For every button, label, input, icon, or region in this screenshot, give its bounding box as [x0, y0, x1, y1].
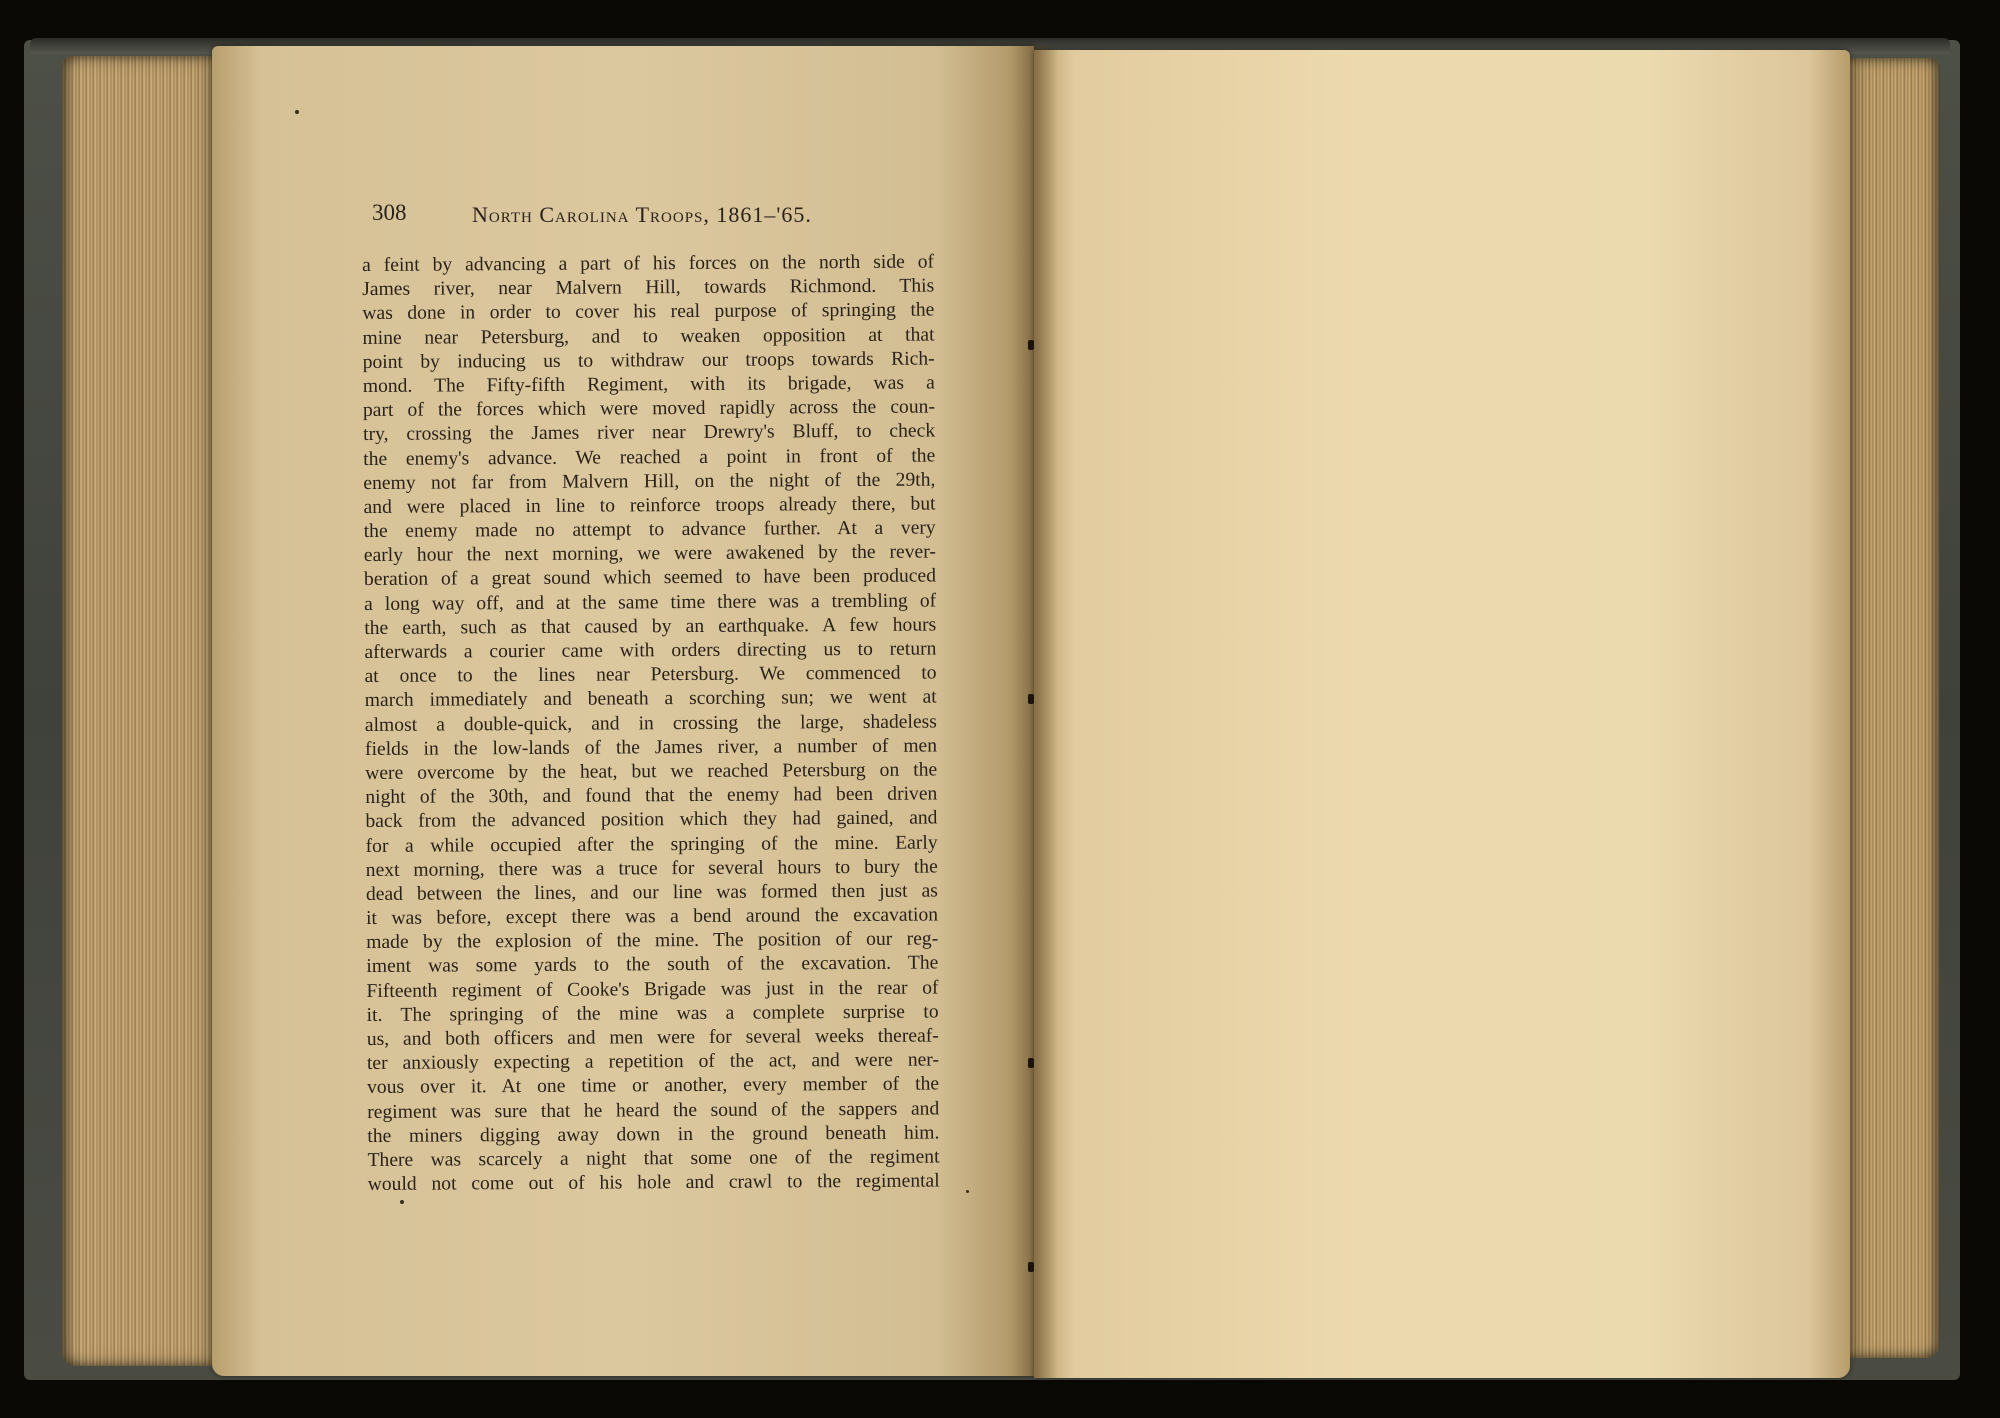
- text-line: the enemy's advance. We reached a point in front of the: [363, 445, 936, 470]
- text-line: it. The springing of the mine was a complete surprise to: [366, 1001, 939, 1026]
- text-line: a feint by advancing a part of his forces on the north side of: [362, 251, 935, 276]
- binding-stitch: [1028, 694, 1034, 704]
- text-line: a long way off, and at the same time there was a trembling of: [364, 590, 937, 615]
- text-line: point by inducing us to withdraw our troops towards Rich-: [362, 348, 935, 373]
- text-line: at once to the lines near Petersburg. We commenced to: [364, 662, 937, 688]
- text-line: was done in order to cover his real purpose of springing the: [362, 299, 935, 325]
- text-line: the earth, such as that caused by an earthquake. A few hours: [364, 614, 937, 639]
- text-line: James river, near Malvern Hill, towards Richmond. This: [362, 275, 935, 301]
- binding-stitch: [1028, 1058, 1034, 1068]
- paper-speck: [400, 1200, 404, 1204]
- page-number: 308: [372, 200, 407, 225]
- text-line: regiment was sure that he heard the sound of the sappers and: [367, 1098, 940, 1123]
- text-line: afterwards a courier came with orders directing us to return: [364, 638, 937, 663]
- book-gutter: [1010, 46, 1058, 1378]
- paper-speck: [966, 1190, 969, 1193]
- right-page-blank: [1034, 50, 1850, 1378]
- page-body-text: [362, 251, 940, 1198]
- text-line: next morning, there was a truce for several hours to bury the: [365, 856, 938, 881]
- text-line: mine near Petersburg, and to weaken opposition at that: [362, 324, 935, 349]
- text-line: fields in the low-lands of the James river, a number of men: [364, 735, 938, 760]
- binding-stitch: [1028, 340, 1034, 350]
- text-line: beration of a great sound which seemed to have been produced: [363, 565, 937, 591]
- page-header: [372, 200, 932, 230]
- text-line: try, crossing the James river near Drewry's Bluff, to check: [363, 420, 936, 446]
- text-line: ter anxiously expecting a repetition of the act, and were ner-: [366, 1049, 939, 1075]
- text-line: vous over it. At one time or another, every member of the: [367, 1073, 940, 1099]
- text-line: us, and both officers and men were for several weeks thereaf-: [366, 1025, 939, 1050]
- text-line: mond. The Fifty-fifth Regiment, with its brigade, was a: [362, 372, 935, 397]
- right-page-stack: [1845, 58, 1940, 1358]
- text-line: the enemy made no attempt to advance further. At a very: [363, 517, 936, 543]
- text-line: the miners digging away down in the ground beneath him.: [367, 1122, 940, 1147]
- text-line: march immediately and beneath a scorching sun; we went at: [364, 686, 937, 712]
- binding-stitch: [1028, 1262, 1034, 1272]
- text-line: were overcome by the heat, but we reached Petersburg on the: [365, 759, 938, 784]
- text-line: almost a double-quick, and in crossing the large, shadeless: [364, 711, 937, 736]
- text-line: part of the forces which were moved rapidly across the coun-: [362, 396, 936, 422]
- text-line: and were placed in line to reinforce troops already there, but: [363, 493, 936, 518]
- text-line: back from the advanced position which they had gained, and: [365, 807, 938, 833]
- text-line: it was before, except there was a bend around the excavation: [365, 904, 939, 930]
- running-head: North Carolina Troops, 1861–'65.: [472, 202, 812, 227]
- left-page-stack: [62, 56, 222, 1366]
- text-line: iment was some yards to the south of the excavation. The: [366, 952, 939, 978]
- text-line: would not come out of his hole and crawl to the regimental: [367, 1170, 940, 1196]
- text-line: night of the 30th, and found that the enemy had been driven: [365, 783, 938, 809]
- text-line: enemy not far from Malvern Hill, on the night of the 29th,: [363, 469, 936, 494]
- text-line: early hour the next morning, we were awakened by the rever-: [363, 541, 936, 567]
- paper-speck: [295, 110, 299, 114]
- text-line: made by the explosion of the mine. The position of our reg-: [366, 928, 939, 954]
- text-line: Fifteenth regiment of Cooke's Brigade was just in the rear of: [366, 977, 939, 1002]
- text-line: dead between the lines, and our line was formed then just as: [365, 880, 938, 905]
- text-line: for a while occupied after the springing of the mine. Early: [365, 831, 938, 857]
- text-line: There was scarcely a night that some one of the regiment: [367, 1146, 940, 1171]
